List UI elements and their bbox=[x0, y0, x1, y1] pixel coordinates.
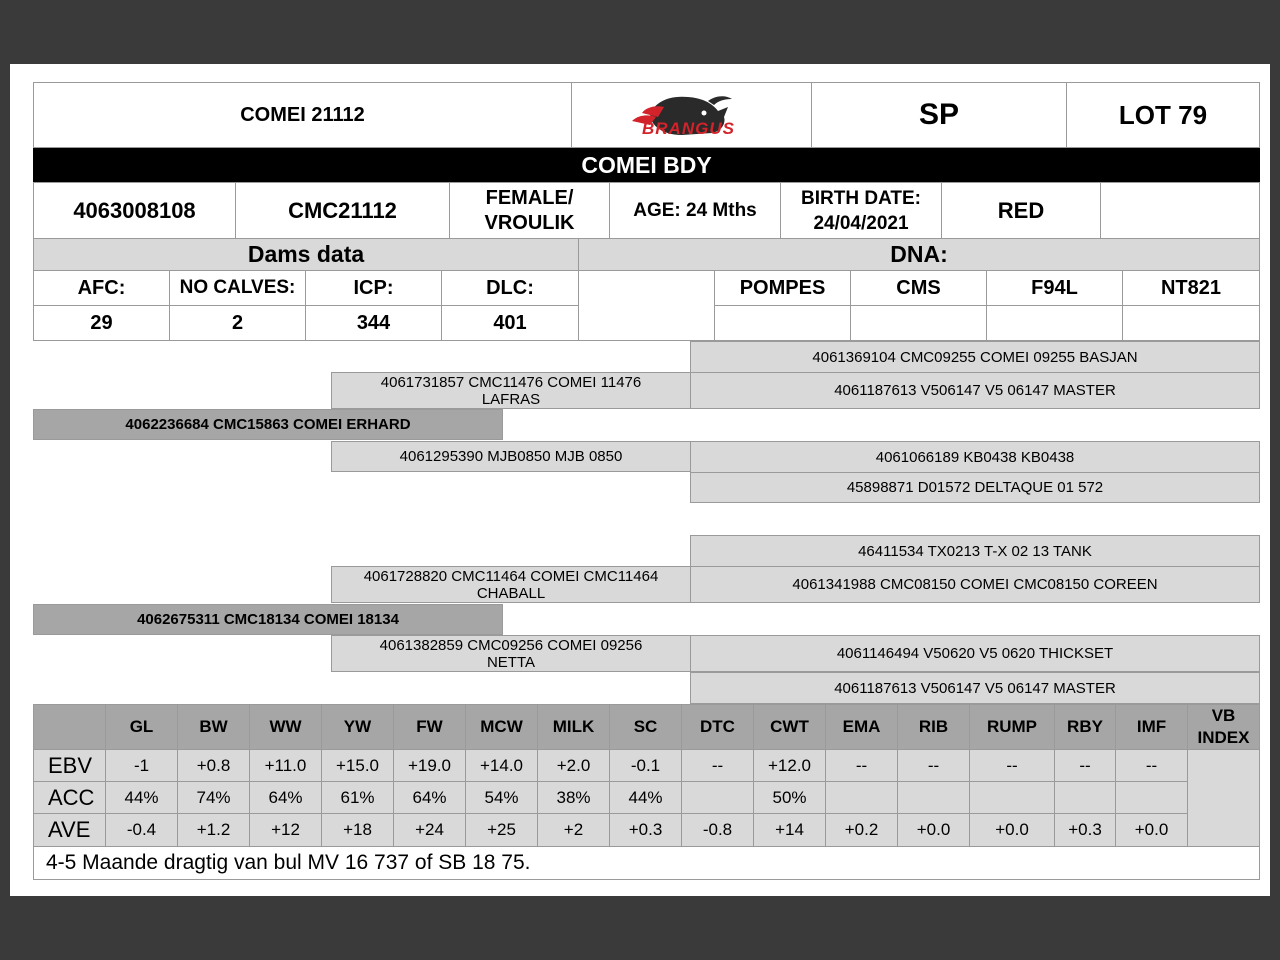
acc-cell: 54% bbox=[465, 781, 538, 814]
dna-value-f94l bbox=[986, 305, 1123, 341]
ebv-header-ww: WW bbox=[249, 704, 322, 750]
ave-cell: +14 bbox=[753, 813, 826, 847]
ebv-cell: -1 bbox=[105, 749, 178, 782]
acc-cell: 61% bbox=[321, 781, 394, 814]
ave-cell: +18 bbox=[321, 813, 394, 847]
ebv-cell: -- bbox=[681, 749, 754, 782]
ave-cell: +12 bbox=[249, 813, 322, 847]
pedigree-dam: 4062675311 CMC18134 COMEI 18134 bbox=[33, 604, 503, 635]
acc-cell bbox=[969, 781, 1055, 814]
ave-cell: +0.0 bbox=[897, 813, 970, 847]
pedigree-dsd: 4061341988 CMC08150 COMEI CMC08150 COREEN bbox=[690, 566, 1260, 603]
acc-cell: 50% bbox=[753, 781, 826, 814]
dlc-header: DLC: bbox=[441, 270, 579, 306]
ebv-header-rib: RIB bbox=[897, 704, 970, 750]
pedigree-sire-dam: 4061295390 MJB0850 MJB 0850 bbox=[331, 441, 691, 472]
birth-date: BIRTH DATE: 24/04/2021 bbox=[780, 182, 942, 239]
acc-cell bbox=[1115, 781, 1188, 814]
acc-cell: 64% bbox=[249, 781, 322, 814]
acc-cell: 64% bbox=[393, 781, 466, 814]
ave-cell: +24 bbox=[393, 813, 466, 847]
ebv-header-vb-index: VB INDEX bbox=[1187, 704, 1260, 750]
type-code: SP bbox=[811, 82, 1067, 148]
brangus-logo bbox=[571, 82, 812, 148]
ebv-header-gl: GL bbox=[105, 704, 178, 750]
ave-cell: +1.2 bbox=[177, 813, 250, 847]
data-sheet bbox=[10, 64, 1270, 896]
ave-cell: +0.3 bbox=[609, 813, 682, 847]
pedigree-sire-sire: 4061731857 CMC11476 COMEI 11476 LAFRAS bbox=[331, 372, 691, 409]
no-calves-value: 2 bbox=[169, 305, 306, 341]
ave-cell: -0.4 bbox=[105, 813, 178, 847]
ebv-header-mcw: MCW bbox=[465, 704, 538, 750]
acc-cell bbox=[897, 781, 970, 814]
ebv-header-imf: IMF bbox=[1115, 704, 1188, 750]
acc-cell: 44% bbox=[105, 781, 178, 814]
ebv-header-ema: EMA bbox=[825, 704, 898, 750]
ebv-cell: +0.8 bbox=[177, 749, 250, 782]
vb-index-value bbox=[1187, 749, 1260, 847]
ave-cell: +0.0 bbox=[1115, 813, 1188, 847]
ebv-cell: +14.0 bbox=[465, 749, 538, 782]
afc-header: AFC: bbox=[33, 270, 170, 306]
animal-code: CMC21112 bbox=[235, 182, 450, 239]
ebv-cell: -0.1 bbox=[609, 749, 682, 782]
pedigree-dam-sire: 4061728820 CMC11464 COMEI CMC11464 CHABALL bbox=[331, 566, 691, 603]
ebv-cell: -- bbox=[1054, 749, 1116, 782]
dams-title: Dams data bbox=[33, 238, 579, 271]
ebv-corner bbox=[33, 704, 106, 750]
sex: FEMALE/ VROULIK bbox=[449, 182, 610, 239]
ebv-header-yw: YW bbox=[321, 704, 394, 750]
ave-cell: +0.0 bbox=[969, 813, 1055, 847]
dna-value-cms bbox=[850, 305, 987, 341]
ebv-header-rby: RBY bbox=[1054, 704, 1116, 750]
pedigree-sire: 4062236684 CMC15863 COMEI ERHARD bbox=[33, 409, 503, 440]
comment: 4-5 Maande dragtig van bul MV 16 737 of SB 18 75. bbox=[33, 846, 1260, 880]
afc-value: 29 bbox=[33, 305, 170, 341]
pedigree-ssd: 4061187613 V506147 V5 06147 MASTER bbox=[690, 372, 1260, 409]
ebv-cell: +12.0 bbox=[753, 749, 826, 782]
acc-cell: 38% bbox=[537, 781, 610, 814]
pedigree-sdd: 45898871 D01572 DELTAQUE 01 572 bbox=[690, 472, 1260, 503]
ebv-cell: -- bbox=[1115, 749, 1188, 782]
ebv-cell: +15.0 bbox=[321, 749, 394, 782]
pedigree-dam-dam: 4061382859 CMC09256 COMEI 09256 NETTA bbox=[331, 635, 691, 672]
ebv-header-sc: SC bbox=[609, 704, 682, 750]
pedigree-sss: 4061369104 CMC09255 COMEI 09255 BASJAN bbox=[690, 341, 1260, 373]
ebv-row-label: EBV bbox=[33, 749, 106, 782]
ebv-cell: +11.0 bbox=[249, 749, 322, 782]
ave-cell: +0.3 bbox=[1054, 813, 1116, 847]
acc-cell bbox=[825, 781, 898, 814]
ebv-cell: -- bbox=[897, 749, 970, 782]
ebv-cell: -- bbox=[825, 749, 898, 782]
pedigree-dss: 46411534 TX0213 T-X 02 13 TANK bbox=[690, 535, 1260, 567]
dna-title: DNA: bbox=[578, 238, 1260, 271]
ave-row-label: AVE bbox=[33, 813, 106, 847]
ave-cell: +0.2 bbox=[825, 813, 898, 847]
ebv-header-cwt: CWT bbox=[753, 704, 826, 750]
acc-cell: 74% bbox=[177, 781, 250, 814]
animal-id: COMEI 21112 bbox=[33, 82, 572, 148]
colour: RED bbox=[941, 182, 1101, 239]
ave-cell: -0.8 bbox=[681, 813, 754, 847]
dna-value-nt821 bbox=[1122, 305, 1260, 341]
ebv-header-rump: RUMP bbox=[969, 704, 1055, 750]
no-calves-header: NO CALVES: bbox=[169, 270, 306, 306]
info-extra bbox=[1100, 182, 1260, 239]
dna-header-f94l: F94L bbox=[986, 270, 1123, 306]
animal-name: COMEI BDY bbox=[33, 148, 1260, 182]
dlc-value: 401 bbox=[441, 305, 579, 341]
ebv-cell: -- bbox=[969, 749, 1055, 782]
dna-header-cms: CMS bbox=[850, 270, 987, 306]
dna-blank bbox=[578, 270, 715, 341]
icp-header: ICP: bbox=[305, 270, 442, 306]
dna-header-nt821: NT821 bbox=[1122, 270, 1260, 306]
ebv-header-bw: BW bbox=[177, 704, 250, 750]
age: AGE: 24 Mths bbox=[609, 182, 781, 239]
acc-cell bbox=[681, 781, 754, 814]
dna-header-pompes: POMPES bbox=[714, 270, 851, 306]
acc-cell: 44% bbox=[609, 781, 682, 814]
ebv-header-dtc: DTC bbox=[681, 704, 754, 750]
ebv-header-milk: MILK bbox=[537, 704, 610, 750]
pedigree-dds: 4061146494 V50620 V5 0620 THICKSET bbox=[690, 635, 1260, 672]
ave-cell: +25 bbox=[465, 813, 538, 847]
registration-number: 4063008108 bbox=[33, 182, 236, 239]
logo-text: BRANGUS bbox=[642, 119, 735, 138]
pedigree-sds: 4061066189 KB0438 KB0438 bbox=[690, 441, 1260, 473]
pedigree-ddd: 4061187613 V506147 V5 06147 MASTER bbox=[690, 672, 1260, 704]
acc-row-label: ACC bbox=[33, 781, 106, 814]
acc-cell bbox=[1054, 781, 1116, 814]
ebv-cell: +19.0 bbox=[393, 749, 466, 782]
lot-number: LOT 79 bbox=[1066, 82, 1260, 148]
ebv-cell: +2.0 bbox=[537, 749, 610, 782]
ebv-header-fw: FW bbox=[393, 704, 466, 750]
icp-value: 344 bbox=[305, 305, 442, 341]
ave-cell: +2 bbox=[537, 813, 610, 847]
dna-value-pompes bbox=[714, 305, 851, 341]
